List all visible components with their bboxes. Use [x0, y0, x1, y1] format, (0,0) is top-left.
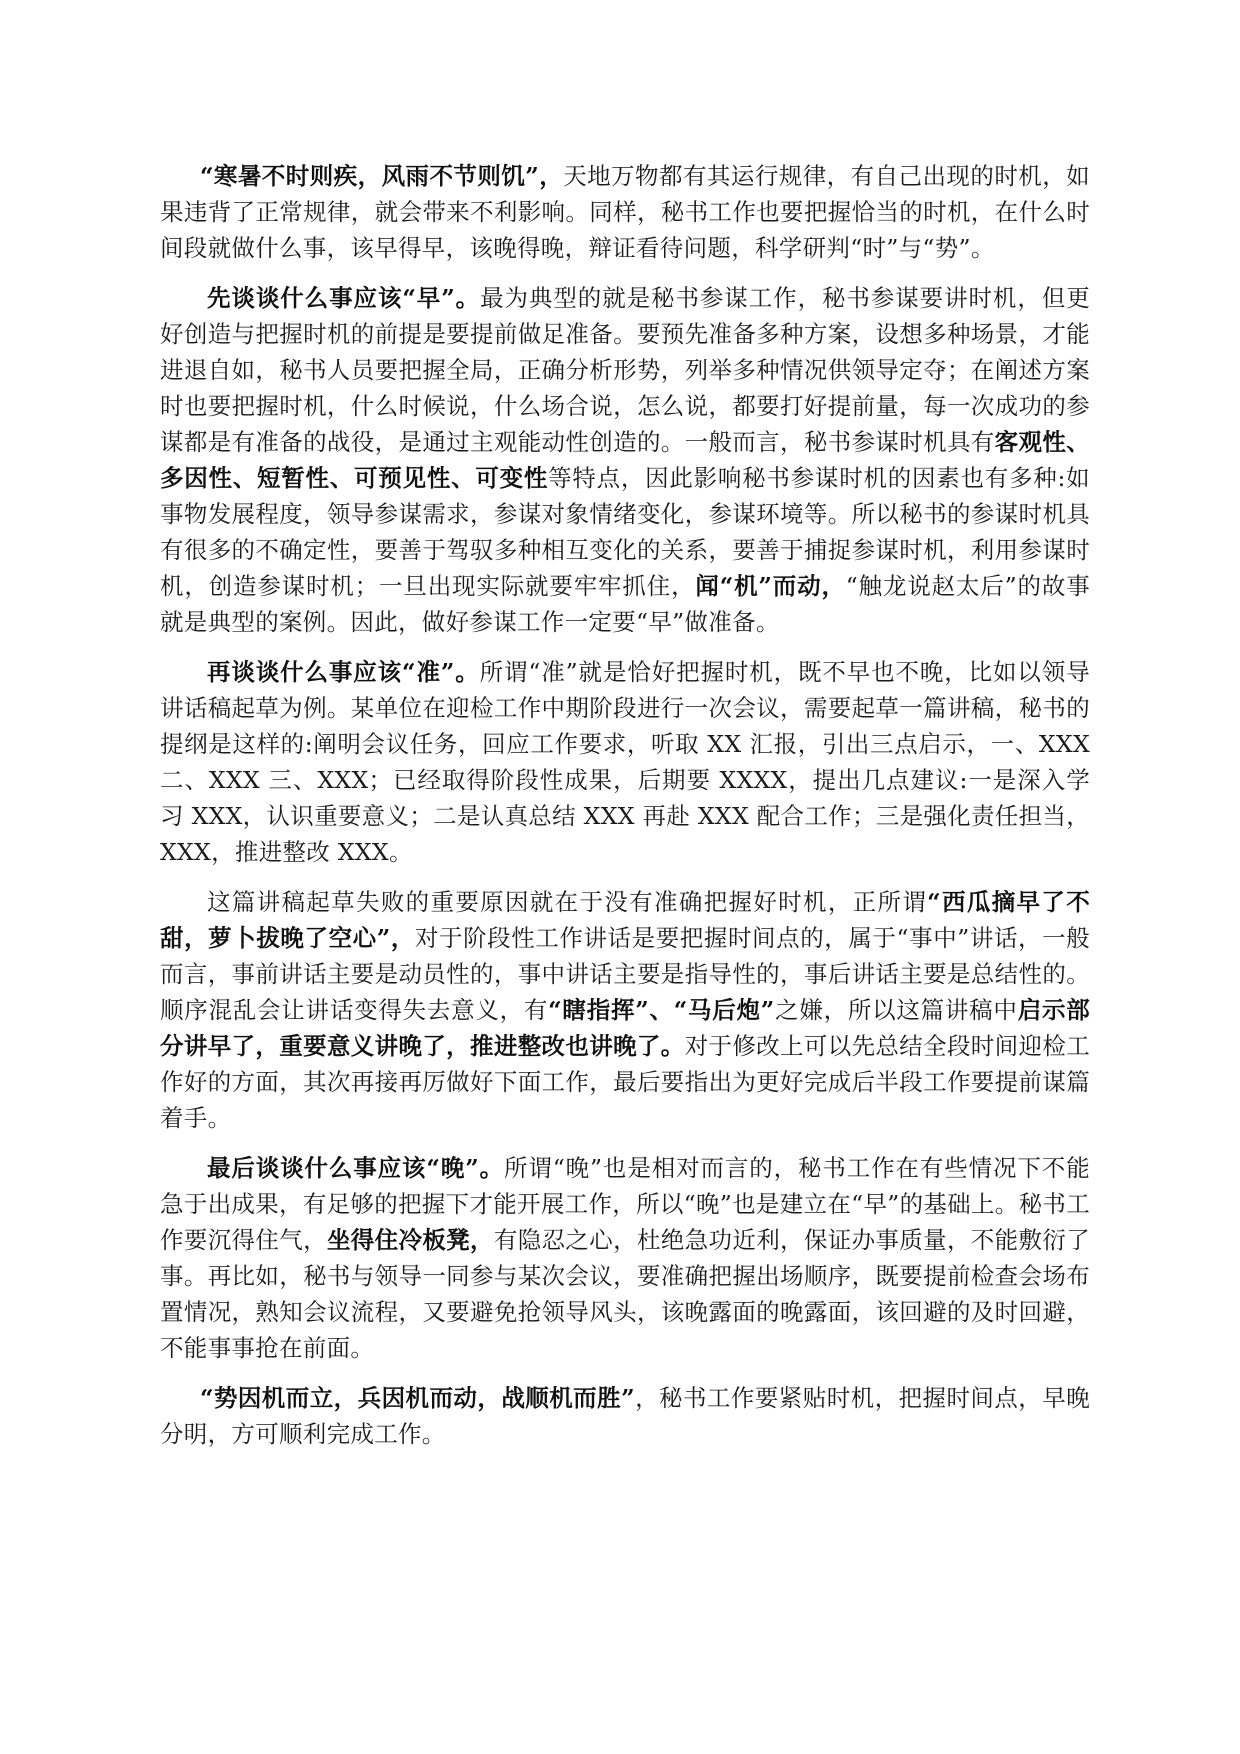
emphasis-text: “瞎指挥”、“马后炮”: [548, 996, 775, 1024]
paragraph-text: 之嫌，所以这篇讲稿中: [774, 996, 1018, 1024]
paragraph-text: 对于修改上可以先总结全段时间迎检工作好的方面，其次再接再厉做好下面工作，最后要指出为更好完成后半段工作要提前谋篇着手。: [160, 1032, 1090, 1132]
section-heading-early: 先谈谈什么事应该“早”。: [207, 284, 481, 312]
paragraph-intro: [160, 158, 1090, 266]
paragraph-text: 天地万物都有其运行规律，有自己出现的时机，如果违背了正常规律，就会带来不利影响。同样，秘书工作也要把握恰当的时机，在什么时间段就做什么事，该早得早，该晚得晚，辩证看待问题，科学研判“时”与“势”。: [160, 162, 1090, 262]
paragraph-text: 这篇讲稿起草失败的重要原因就在于没有准确把握好时机，正所谓: [207, 888, 928, 916]
paragraph-early: [160, 280, 1090, 640]
paragraph-conclusion: [160, 1380, 1090, 1452]
paragraph-failure-analysis: [160, 884, 1090, 1136]
paragraph-accurate: [160, 654, 1090, 870]
paragraph-text: 等特点，因此影响秘书参谋时机的因素也有多种:如事物发展程度，领导参谋需求，参谋对象情绪变化，参谋环境等。所以秘书的参谋时机具有很多的不确定性，要善于驾驭多种相互变化的关系，要善于捕捉参谋时机，利用参谋时机，创造参谋时机；一旦出现实际就要牢牢抓住，: [160, 464, 1090, 600]
document-page: [160, 158, 1090, 1466]
paragraph-text: 对于阶段性工作讲话是要把握时间点的，属于“事中”讲话，一般而言，事前讲话主要是动员性的，事中讲话主要是指导性的，事后讲话主要是总结性的。顺序混乱会让讲话变得失去意义，有: [160, 924, 1090, 1024]
quote-bold: “势因机而立，兵因机而动，战顺机而胜”: [199, 1384, 635, 1412]
paragraph-text: 所谓“晚”也是相对而言的，秘书工作在有些情况下不能急于出成果，有足够的把握下才能开展工作，所以“晚”也是建立在“早”的基础上。秘书工作要沉得住气，: [160, 1154, 1090, 1254]
emphasis-text: 坐得住冷板凳，: [326, 1226, 494, 1254]
emphasis-text: 启示部分讲早了，重要意义讲晚了，推进整改也讲晚了。: [160, 996, 1091, 1060]
quote-bold: “寒暑不时则疾，风雨不节则饥”，: [199, 162, 564, 190]
quote-bold: “西瓜摘早了不甜，萝卜拔晚了空心”，: [160, 888, 1090, 952]
emphasis-text: 闻“机”而动，: [695, 572, 846, 600]
section-heading-late: 最后谈谈什么事应该“晚”。: [207, 1154, 504, 1182]
section-heading-accurate: 再谈谈什么事应该“准”。: [207, 658, 480, 686]
emphasis-text: 客观性、多因性、短暂性、可预见性、可变性: [160, 428, 1090, 492]
paragraph-text: 最为典型的就是秘书参谋工作，秘书参谋要讲时机，但更好创造与把握时机的前提是要提前做足准备。要预先准备多种方案，设想多种场景，才能进退自如，秘书人员要把握全局，正确分析形势，列举多种情况供领导定夺；在阐述方案时也要把握时机，什么时候说，什么场合说，怎么说，都要打好提前量，每一次成功的参谋都是有准备的战役，是通过主观能动性创造的。一般而言，秘书参谋时机具有: [160, 284, 1090, 456]
paragraph-text: 所谓“准”就是恰好把握时机，既不早也不晚，比如以领导讲话稿起草为例。某单位在迎检工作中期阶段进行一次会议，需要起草一篇讲稿，秘书的提纲是这样的:阐明会议任务，回应工作要求，听取 XX 汇报，引出三点启示，一、XXX 二、XXX 三、XXX；已经取得阶段性成果，后期要 XXXX，提出几点建议:一是深入学习 XXX，认识重要意义；二是认真总结 XXX 再赴 XXX 配合工作；三是强化责任担当，XXX，推进整改 XXX。: [160, 658, 1090, 866]
paragraph-late: [160, 1150, 1090, 1366]
paragraph-text: ，秘书工作要紧贴时机，把握时间点，早晚分明，方可顺利完成工作。: [160, 1384, 1091, 1448]
paragraph-text: “触龙说赵太后”的故事就是典型的案例。因此，做好参谋工作一定要“早”做准备。: [160, 572, 1090, 636]
paragraph-text: 有隐忍之心，杜绝急功近利，保证办事质量，不能敷衍了事。再比如，秘书与领导一同参与某次会议，要准确把握出场顺序，既要提前检查会场布置情况，熟知会议流程，又要避免抢领导风头，该晚露面的晚露面，该回避的及时回避，不能事事抢在前面。: [160, 1226, 1090, 1362]
